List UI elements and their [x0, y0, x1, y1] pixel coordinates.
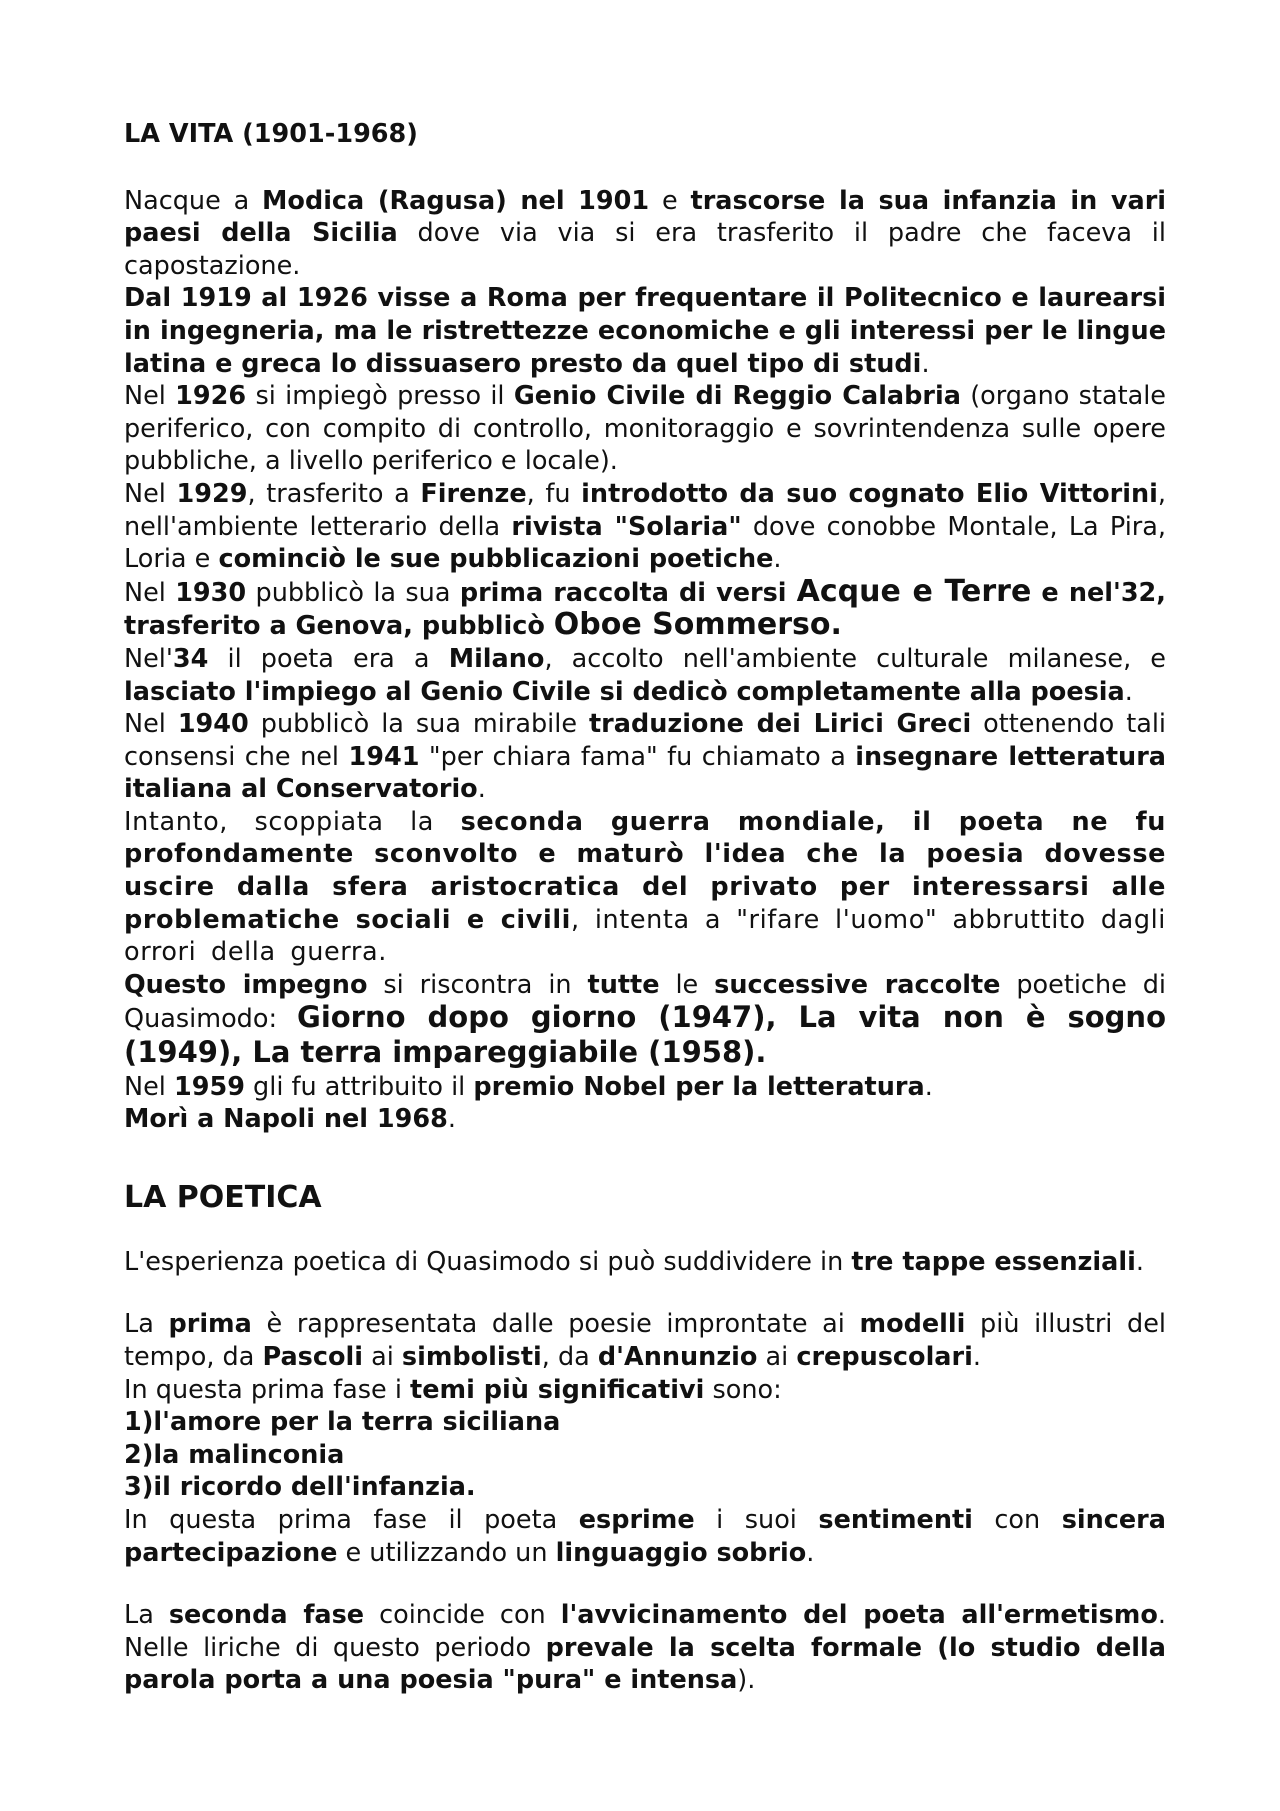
text-run: , intenta a "rifare l'uomo" abbruttito dagli orrori della guerra.	[124, 904, 1166, 968]
bold-text: successive raccolte	[714, 969, 1001, 1000]
text-run: .	[447, 1104, 457, 1135]
text-run: Nel	[124, 709, 178, 740]
bold-text: Modica (Ragusa) nel 1901	[262, 185, 650, 216]
bold-text: cominciò le sue pubblicazioni poetiche	[218, 544, 774, 575]
text-run: i suoi	[694, 1504, 819, 1535]
bold-text: temi più significativi	[410, 1374, 705, 1405]
text-run: ).	[737, 1665, 756, 1696]
paragraph	[124, 1374, 1166, 1407]
bold-text: 1930	[175, 577, 247, 608]
text-run: , fu	[526, 478, 582, 509]
text-run: Nel	[124, 478, 177, 509]
text-run: pubblicò la sua mirabile	[248, 709, 589, 740]
text-run: .	[1135, 1246, 1144, 1277]
text-run: Nel	[124, 381, 176, 412]
bold-text: e nel'32, trasferito a	[124, 577, 1166, 642]
text-run: .	[921, 348, 930, 379]
bold-text: Dal 1919 al 1926 visse a Roma per frequentare il Politecnico e laurearsi in ingegneria, ma le ristrettezze economiche e gli interessi per le lingue latina e greca lo dissuasero presto da quel tipo di studi	[124, 283, 1166, 379]
text-run: si riscontra in	[367, 969, 588, 1000]
text-run: . Nelle liriche di questo periodo	[124, 1600, 1166, 1663]
bold-text: sentimenti	[818, 1504, 973, 1535]
bold-text: rivista "Solaria"	[511, 511, 742, 542]
text-run: La	[124, 1309, 169, 1340]
section-title-vita: LA VITA (1901-1968)	[124, 119, 418, 149]
bold-text: Questo impegno	[124, 969, 368, 1000]
text-run: le	[659, 969, 715, 1000]
paragraph	[124, 282, 1166, 380]
paragraph	[124, 573, 1166, 643]
bold-text: 2)la malinconia	[124, 1439, 345, 1470]
paragraph	[124, 643, 1166, 708]
bold-text: 1929	[176, 478, 248, 509]
bold-text: Morì a Napoli nel 1968	[124, 1104, 448, 1135]
paragraph	[124, 806, 1166, 969]
bold-text: Firenze	[420, 478, 527, 509]
bold-text: premio Nobel per la letteratura	[473, 1071, 925, 1102]
paragraph	[124, 708, 1166, 806]
bold-text: , pubblicò	[403, 611, 554, 642]
bold-text: 1941	[348, 741, 420, 772]
paragraph	[124, 1308, 1166, 1373]
text-run: .	[924, 1071, 933, 1102]
paragraph	[124, 969, 1166, 1071]
text-run: ottenendo tali consensi che nel	[124, 709, 1166, 772]
paragraph	[124, 185, 1166, 283]
bold-text: 1959	[173, 1071, 245, 1102]
bold-text: 34	[172, 643, 209, 674]
text-run: , trasferito a	[247, 478, 421, 509]
text-run: La	[124, 1600, 169, 1631]
paragraph	[124, 1103, 1166, 1136]
text-run: e utilizzando un	[337, 1537, 556, 1568]
text-run: coincide con	[364, 1600, 561, 1631]
section-title-poetica: LA POETICA	[124, 1179, 322, 1215]
paragraph	[124, 478, 1166, 576]
text-run: è rappresentata dalle poesie improntate ai	[251, 1309, 860, 1340]
list-item	[124, 1439, 1166, 1472]
bold-text: introdotto da suo cognato Elio Vittorini	[581, 478, 1158, 509]
text-run: Nacque a	[124, 185, 263, 216]
bold-text: tutte	[587, 969, 660, 1000]
bold-text: sincera partecipazione	[124, 1504, 1166, 1568]
text-run: con	[972, 1504, 1062, 1535]
paragraph	[124, 1071, 1166, 1104]
text-run: In questa prima fase i	[124, 1374, 411, 1405]
bold-text: esprime	[578, 1504, 695, 1535]
bold-text: d'Annunzio	[597, 1342, 758, 1372]
bold-text: traduzione dei Lirici Greci	[588, 709, 972, 740]
text-run: .	[1124, 676, 1133, 707]
bold-text: Acque e Terre	[796, 573, 1032, 609]
bold-text: linguaggio sobrio	[555, 1537, 807, 1568]
bold-text: Genio Civile di Reggio Calabria	[513, 381, 961, 412]
list-item	[124, 1471, 1166, 1504]
text-run: il poeta era a	[208, 643, 449, 674]
text-run: e	[649, 185, 691, 216]
text-run: "per chiara fama" fu chiamato a	[419, 741, 856, 772]
bold-text: simbolisti	[401, 1342, 542, 1372]
text-run: .	[477, 774, 486, 805]
bold-text: seconda fase	[168, 1600, 365, 1631]
text-run: dove via via si era trasferito il padre che faceva il capostazione.	[124, 218, 1166, 281]
bold-text: modelli	[859, 1309, 966, 1340]
bold-text: Oboe Sommerso.	[553, 607, 842, 643]
bold-text: insegnare letteratura italiana al Conservatorio	[124, 741, 1166, 805]
text-run: L'esperienza poetica di Quasimodo si può suddividere in	[124, 1246, 852, 1277]
bold-text: l'avvicinamento del poeta all'ermetismo	[560, 1600, 1158, 1631]
text-run: .	[806, 1537, 815, 1568]
bold-text: prima raccolta di versi	[459, 577, 797, 608]
text-run: Nel'	[124, 643, 173, 674]
bold-text: Genova	[295, 611, 404, 642]
text-run: Nel	[124, 577, 176, 608]
text-run: pubblicò la sua	[246, 577, 460, 608]
bold-text: 1926	[175, 381, 247, 412]
text-run: sono:	[704, 1374, 782, 1405]
text-run: dove conobbe Montale, La Pira, Loria e	[124, 511, 1167, 575]
bold-text: prima	[168, 1309, 252, 1340]
text-run: gli fu attribuito il	[244, 1071, 474, 1102]
bold-text: 3)il ricordo dell'infanzia.	[124, 1472, 476, 1503]
text-run: poetiche di Quasimodo:	[124, 969, 1166, 1035]
text-run: più illustri del tempo, da	[124, 1309, 1166, 1372]
paragraph	[124, 380, 1166, 478]
text-run: si impiegò presso il	[246, 381, 514, 412]
document-page	[124, 118, 1166, 1697]
bold-text: 1)l'amore per la terra siciliana	[124, 1407, 561, 1438]
text-run: Intanto, scoppiata la	[124, 806, 461, 837]
bold-text: seconda guerra mondiale, il poeta ne fu profondamente sconvolto e maturò l'idea che la poesia dovesse uscire dalla sfera aristocratica del privato per interessarsi alle problematiche sociali e civili	[124, 806, 1166, 935]
text-run: , accolto nell'ambiente culturale milanese, e	[544, 643, 1166, 674]
paragraph	[124, 1504, 1166, 1569]
bold-text: trascorse la sua infanzia in vari paesi della Sicilia	[124, 185, 1167, 249]
bold-text: Pascoli	[262, 1342, 363, 1372]
bold-text: Milano	[448, 643, 545, 674]
text-run: In questa prima fase il poeta	[124, 1504, 579, 1535]
bold-text: prevale la scelta formale (lo studio della parola porta a una poesia "pura" e intensa	[124, 1632, 1166, 1696]
text-run: .	[972, 1342, 981, 1372]
text-run: .	[773, 544, 782, 575]
bold-text: tre tappe essenziali	[851, 1246, 1136, 1277]
paragraph	[124, 1246, 1166, 1279]
bold-text: crepuscolari	[796, 1342, 973, 1372]
list-item	[124, 1406, 1166, 1439]
paragraph	[124, 1599, 1166, 1697]
text-run: (organo statale periferico, con compito di controllo, monitoraggio e sovrintendenza sulle opere pubbliche, a livello periferico e locale).	[124, 381, 1166, 477]
bold-text: Giorno dopo giorno (1947), La vita non è sogno (1949), La terra impareggiabile (1958).	[124, 1000, 1166, 1070]
text-run: Nel	[124, 1071, 174, 1102]
bold-text: lasciato l'impiego al Genio Civile si dedicò completamente alla poesia	[124, 676, 1125, 707]
text-run: ai	[757, 1342, 797, 1372]
bold-text: 1940	[177, 709, 249, 740]
text-run: , da	[541, 1342, 598, 1372]
text-run: , nell'ambiente letterario della	[124, 478, 1166, 542]
text-run: ai	[362, 1342, 402, 1372]
